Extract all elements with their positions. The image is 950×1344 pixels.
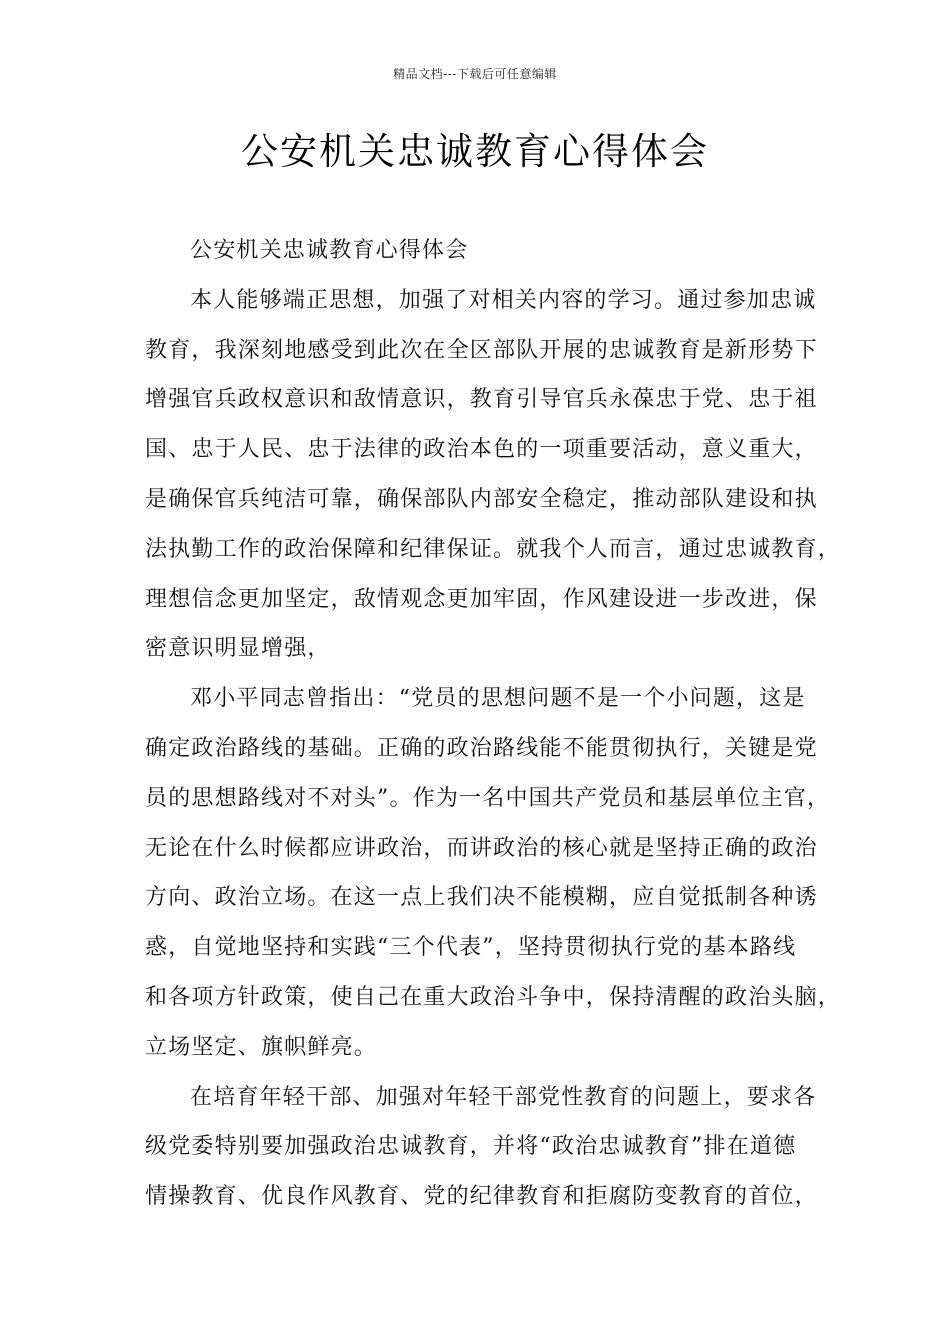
document-title: 公安机关忠诚教育心得体会: [241, 130, 709, 173]
paragraph-1: [145, 276, 842, 674]
text-line: 在培育年轻干部、加强对年轻干部党性教育的问题上，要求各: [190, 1084, 817, 1110]
text-line: 是确保官兵纯洁可靠，确保部队内部安全稳定，推动部队建设和执: [145, 486, 818, 512]
text-line: 方向、政治立场。在这一点上我们决不能模糊，应自觉抵制各种诱: [145, 885, 818, 911]
text-line: 教育，我深刻地感受到此次在全区部队开展的忠诚教育是新形势下: [145, 337, 818, 363]
text-line: 情操教育、优良作风教育、党的纪律教育和拒腐防变教育的首位，: [145, 1184, 818, 1210]
paragraph-3: [145, 1073, 825, 1222]
header-note: 精品文档---下载后可任意编辑: [393, 67, 557, 81]
text-line: 员的思想路线对不对头”。作为一名中国共产党员和基层单位主官，: [145, 785, 831, 811]
text-line: 法执勤工作的政治保障和纪律保证。就我个人而言，通过忠诚教育，: [145, 536, 842, 562]
text-line: 密意识明显增强，: [145, 636, 331, 662]
text-line: 惑，自觉地坚持和实践“三个代表”，坚持贯彻执行党的基本路线: [145, 935, 797, 961]
paragraph-subtitle: [145, 226, 825, 276]
text-line: 增强官兵政权意识和敌情意识，教育引导官兵永葆忠于党、忠于祖: [145, 387, 818, 413]
text-line: 公安机关忠诚教育心得体会: [190, 238, 469, 263]
text-line: 国、忠于人民、忠于法律的政治本色的一项重要活动，意义重大，: [145, 437, 818, 463]
text-line: 级党委特别要加强政治忠诚教育，并将“政治忠诚教育”排在道德: [145, 1134, 797, 1160]
text-line: 本人能够端正思想，加强了对相关内容的学习。通过参加忠诚: [190, 287, 817, 313]
text-line: 理想信念更加坚定，敌情观念更加牢固，作风建设进一步改进，保: [145, 586, 818, 612]
document-body: [145, 226, 842, 1222]
text-line: 无论在什么时候都应讲政治，而讲政治的核心就是坚持正确的政治: [145, 835, 818, 861]
text-line: 和各项方针政策，使自己在重大政治斗争中，保持清醒的政治头脑，: [145, 984, 842, 1010]
text-line: 邓小平同志曾指出：“党员的思想问题不是一个小问题，这是: [190, 686, 806, 712]
text-line: 立场坚定、旗帜鲜亮。: [145, 1034, 378, 1060]
paragraph-2: [145, 674, 842, 1072]
text-line: 确定政治路线的基础。正确的政治路线能不能贯彻执行，关键是党: [145, 735, 818, 761]
